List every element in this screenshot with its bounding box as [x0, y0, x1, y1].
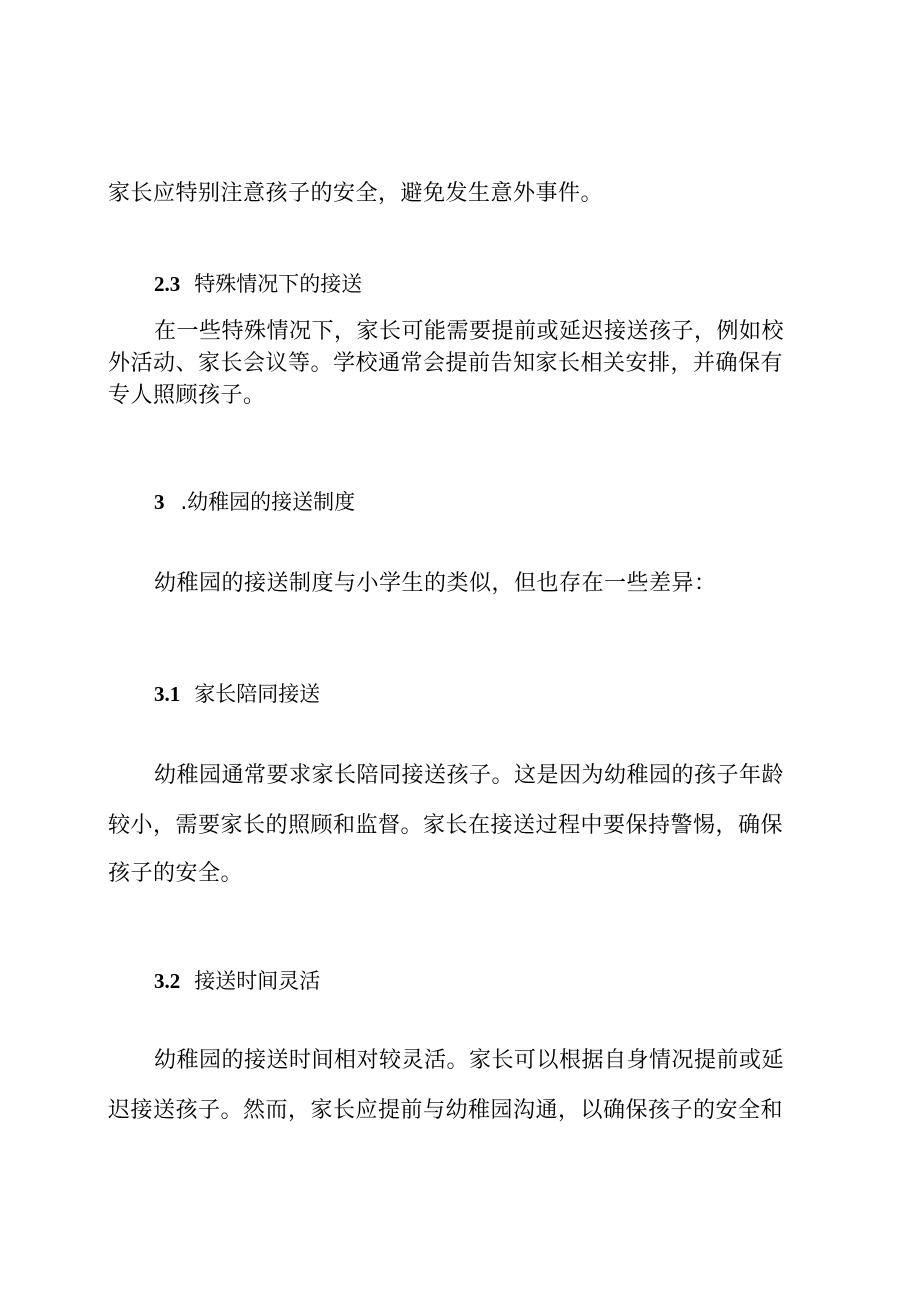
section-title: 特殊情况下的接送 — [194, 272, 363, 296]
section-heading-2-3 — [154, 268, 362, 300]
paragraph-line: 孩子的安全。 — [108, 861, 244, 886]
section-heading-3-2 — [154, 965, 320, 997]
section-heading-3-1 — [154, 678, 320, 710]
section-number: 3 — [154, 490, 165, 514]
section-number: 2.3 — [154, 272, 181, 296]
paragraph-line: 外活动、家长会议等。学校通常会提前告知家长相关安排，并确保有 — [108, 351, 784, 376]
paragraph-line: 在一些特殊情况下，家长可能需要提前或延迟接送孩子，例如校 — [154, 319, 785, 344]
section-title: .幼稚园的接送制度 — [180, 490, 356, 514]
paragraph-line: 幼稚园的接送时间相对较灵活。家长可以根据自身情况提前或延 — [154, 1048, 785, 1073]
paragraph-line: 专人照顾孩子。 — [108, 383, 266, 408]
section-heading-3 — [154, 486, 355, 518]
paragraph-line: 家长应特别注意孩子的安全，避免发生意外事件。 — [108, 181, 604, 206]
section-title: 家长陪同接送 — [194, 682, 321, 706]
paragraph-line: 较小，需要家长的照顾和监督。家长在接送过程中要保持警惕，确保 — [108, 813, 784, 838]
section-number: 3.1 — [154, 682, 181, 706]
paragraph-line: 幼稚园的接送制度与小学生的类似，但也存在一些差异： — [154, 571, 717, 596]
paragraph-line: 迟接送孩子。然而，家长应提前与幼稚园沟通，以确保孩子的安全和 — [108, 1098, 784, 1123]
section-title: 接送时间灵活 — [194, 969, 321, 993]
section-number: 3.2 — [154, 969, 181, 993]
paragraph-line: 幼稚园通常要求家长陪同接送孩子。这是因为幼稚园的孩子年龄 — [154, 763, 785, 788]
